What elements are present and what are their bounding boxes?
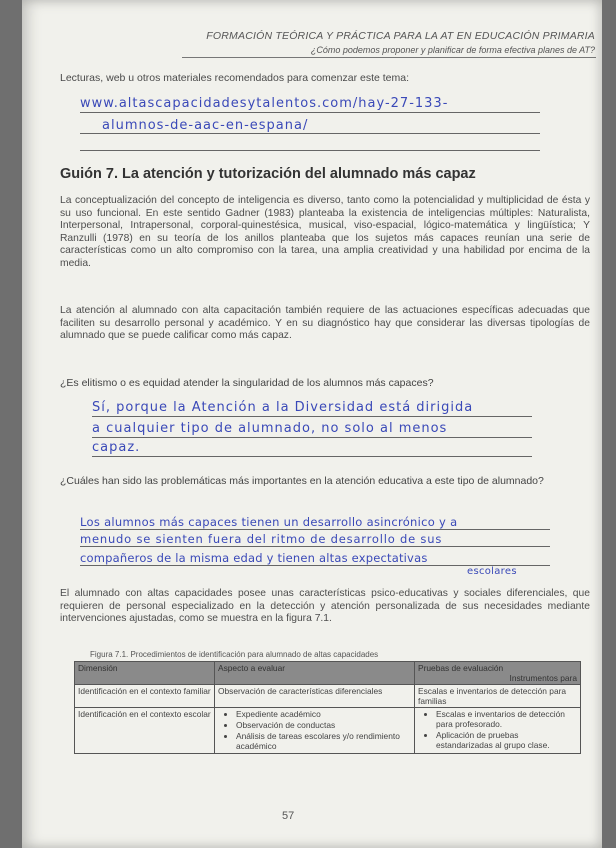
readings-handwritten-line-1: www.altascapacidadesytalentos.com/hay-27-133-	[80, 96, 449, 111]
answer-line	[92, 456, 532, 457]
header-divider	[182, 57, 596, 58]
paragraph-high-abilities: El alumnado con altas capacidades posee unas características psico-educativas y sociales diferenciales, que requieren de personal especializado en la detección y atención personalizada de sus necesidades mediante intervenciones ajustadas, como se muestra en la figura 7.1.	[60, 588, 590, 625]
document-page	[22, 0, 602, 848]
readings-handwritten-line-2: alumnos-de-aac-en-espana/	[102, 118, 309, 133]
table-header-instruments	[415, 662, 581, 685]
paragraph-intelligence: La conceptualización del concepto de inteligencia es diverso, tanto como la potencialidad y multiplicidad de ésta y su uso funcional. En este sentido Gadner (1983) planteaba la existencia de inteligencias múltiples: Naturalista, Interpersonal, Intrapersonal, corporal-quinestésica, musical, viso-espacial, lógico-matemática y lingüística; Y Ranzulli (1978) en su teoría de los anillos planteaba que los sujetos más capaces reunían una serie de características como un alto compromiso con la tarea, una amplia creatividad y una habilidad por encima de la media.	[60, 195, 590, 269]
answer-line	[80, 133, 540, 134]
answer-1-line-3: capaz.	[92, 440, 141, 455]
paragraph-attention: La atención al alumnado con alta capacitación también requiere de las actuaciones específicas adecuadas que faciliten su desarrollo personal y académico. Y en su diagnóstico hay que considerar las diversas tipologías de alumnado que se puede calificar como más capaz.	[60, 305, 590, 342]
row2-instrument-item: • Aplicación de pruebas estandarizadas al grupo clase.	[436, 730, 577, 750]
answer-2-line-3: compañeros de la misma edad y tienen altas expectativas	[80, 551, 428, 565]
figure-caption: Figura 7.1. Procedimientos de identificación para alumnado de altas capacidades	[90, 650, 379, 659]
question-1: ¿Es elitismo o es equidad atender la singularidad de los alumnos más capaces?	[60, 377, 434, 389]
row2-aspects	[215, 708, 415, 754]
row2-dimension: Identificación en el contexto escolar	[75, 708, 215, 754]
table-row	[75, 685, 581, 708]
running-header-title: FORMACIÓN TEÓRICA Y PRÁCTICA PARA LA AT EN EDUCACIÓN PRIMARIA	[206, 30, 595, 42]
page-number: 57	[282, 810, 295, 822]
row2-aspect-item: • Observación de conductas	[236, 720, 411, 730]
table-header-aspect: Aspecto a evaluar	[215, 662, 415, 685]
row2-instrument-item: • Escalas e inventarios de detección para profesorado.	[436, 709, 577, 729]
readings-label: Lecturas, web u otros materiales recomendados para comenzar este tema:	[60, 72, 410, 84]
row2-instruments	[415, 708, 581, 754]
answer-line	[92, 437, 532, 438]
answer-1-line-1: Sí, porque la Atención a la Diversidad está dirigida	[92, 400, 474, 415]
row1-aspect: Observación de características diferenciales	[215, 685, 415, 708]
section-title: Guión 7. La atención y tutorización del alumnado más capaz	[60, 166, 476, 182]
answer-1-line-2: a cualquier tipo de alumnado, no solo al menos	[92, 421, 448, 436]
answer-line	[92, 416, 532, 417]
answer-line	[80, 546, 550, 547]
table-header-tests: Pruebas de evaluación	[418, 663, 504, 673]
table-header-dimension: Dimensión	[75, 662, 215, 685]
table-row	[75, 708, 581, 754]
table-header-row	[75, 662, 581, 685]
row1-dimension: Identificación en el contexto familiar	[75, 685, 215, 708]
row2-aspect-item: • Expediente académico	[236, 709, 411, 719]
running-header-subtitle: ¿Cómo podemos proponer y planificar de forma efectiva planes de AT?	[310, 45, 595, 55]
answer-line	[80, 112, 540, 113]
row2-aspect-item: • Análisis de tareas escolares y/o rendimiento académico	[236, 731, 411, 751]
answer-2-line-1: Los alumnos más capaces tienen un desarrollo asincrónico y a	[80, 515, 458, 529]
question-2: ¿Cuáles han sido las problemáticas más importantes en la atención educativa a este tipo de alumnado?	[60, 475, 544, 487]
identification-table	[74, 661, 581, 754]
table-header-instruments-for: Instrumentos para	[509, 673, 577, 683]
answer-line	[80, 529, 550, 530]
answer-line	[80, 150, 540, 151]
row1-instruments: Escalas e inventarios de detección para familias	[415, 685, 581, 708]
answer-2-line-4: escolares	[467, 566, 517, 577]
answer-2-line-2: menudo se sienten fuera del ritmo de desarrollo de sus	[80, 532, 443, 546]
